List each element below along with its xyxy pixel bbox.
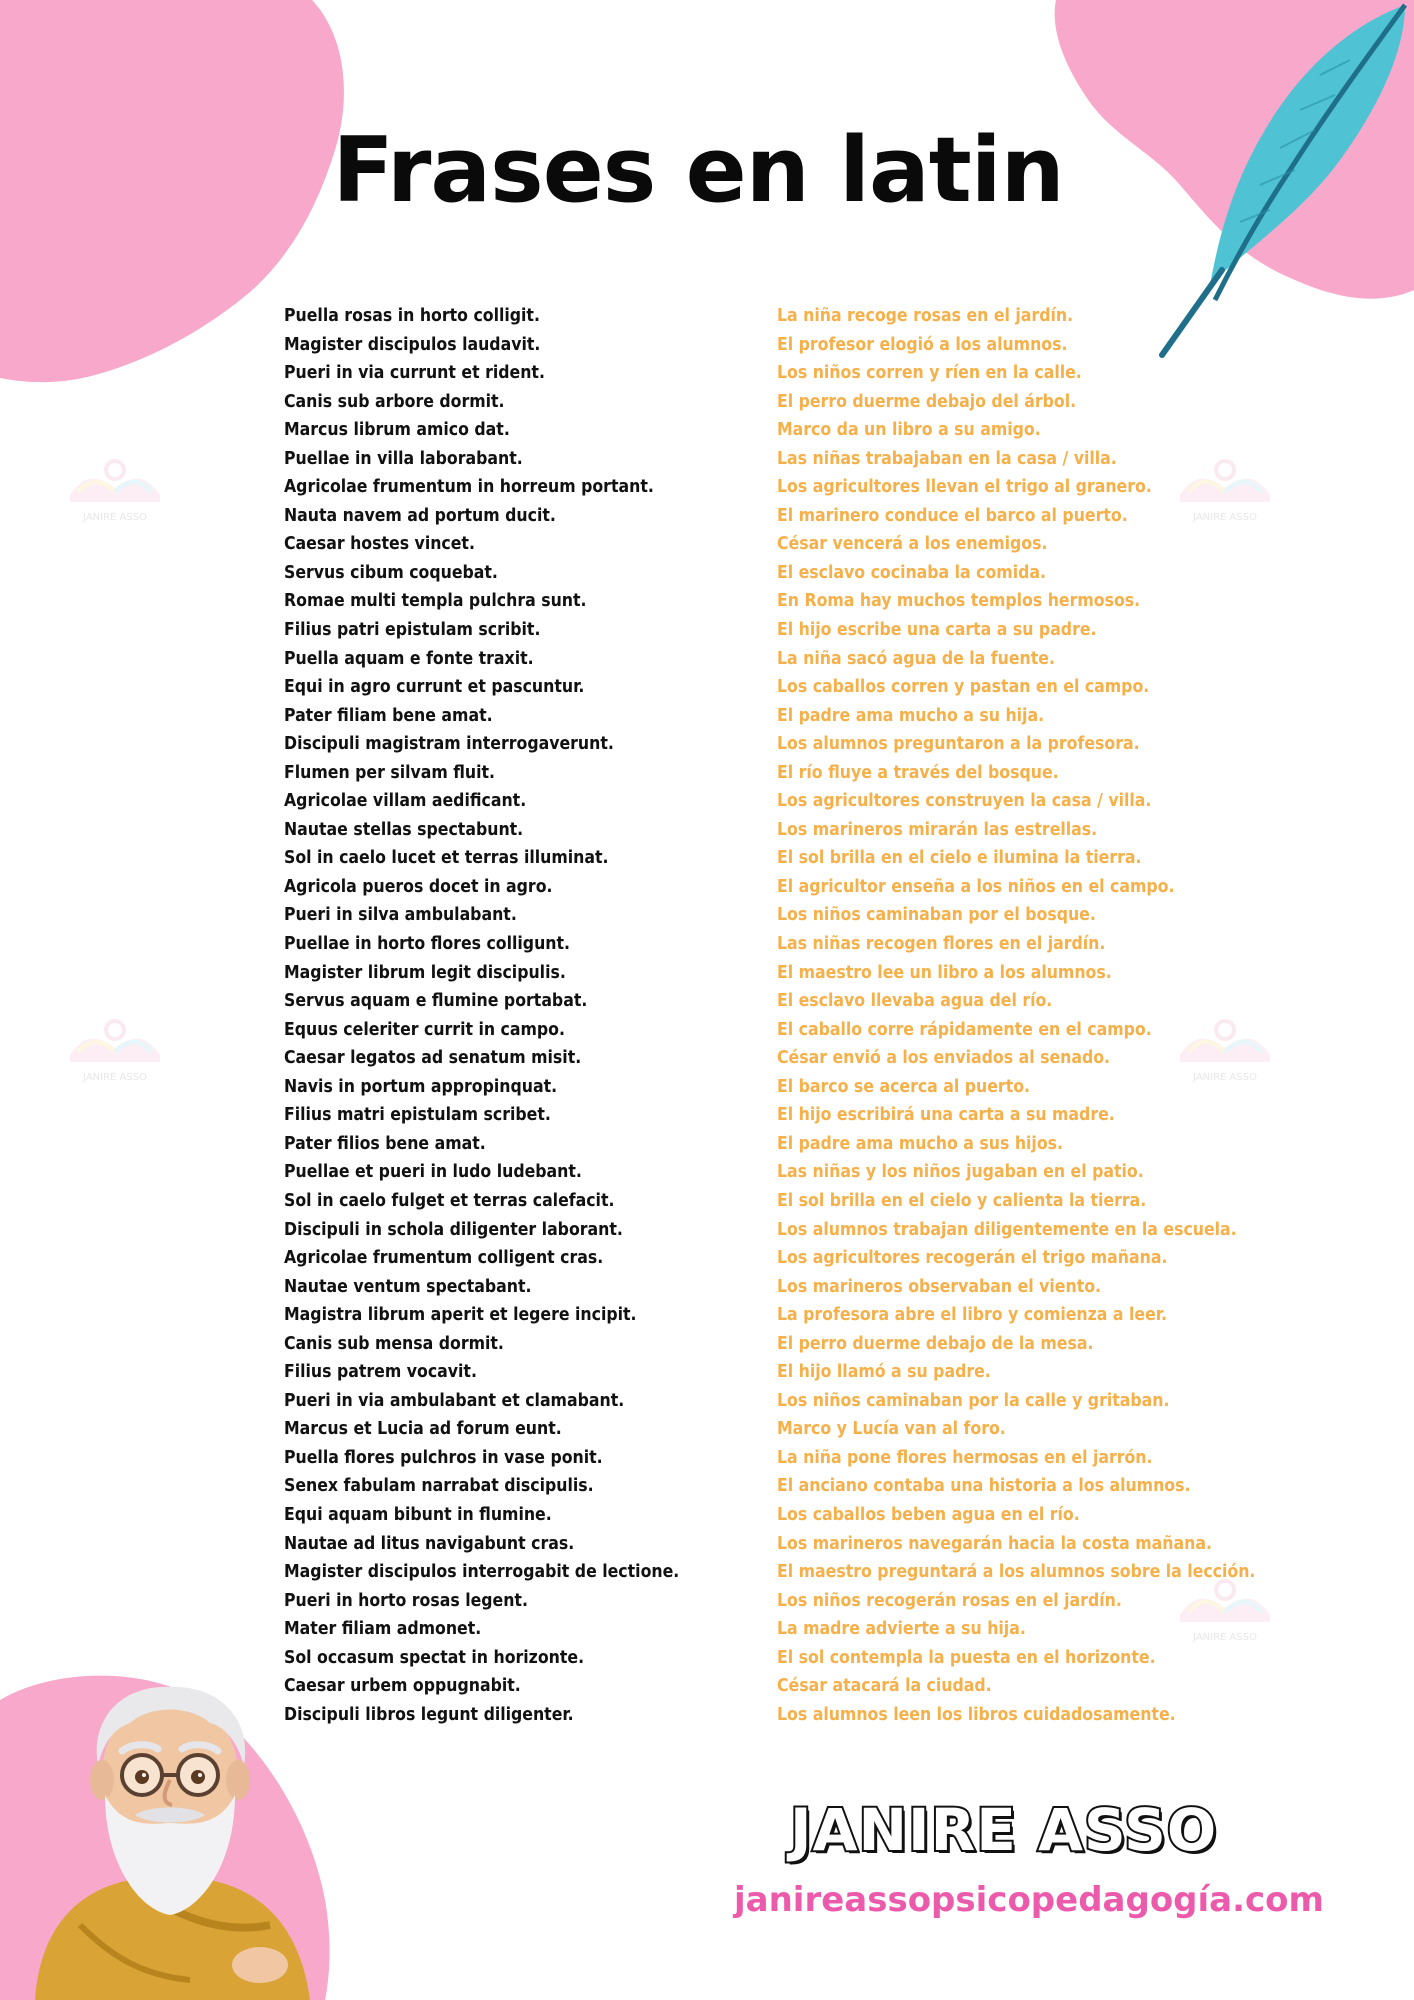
page-title: Frases en latin <box>332 118 1064 223</box>
latin-sentence: Magistra librum aperit et legere incipit. <box>284 1305 637 1326</box>
spanish-translation: En Roma hay muchos templos hermosos. <box>777 591 1141 612</box>
brand-name: JANIRE ASSO <box>790 1796 1218 1864</box>
latin-sentence: Agricolae villam aedificant. <box>284 791 527 812</box>
spanish-translation: Los niños recogerán rosas en el jardín. <box>777 1590 1122 1611</box>
spanish-translation: Los niños caminaban por el bosque. <box>777 905 1096 926</box>
spanish-translation: Los marineros mirarán las estrellas. <box>777 819 1098 840</box>
latin-sentence: Sol in caelo fulget et terras calefacit. <box>284 1190 615 1211</box>
spanish-translation: El maestro lee un libro a los alumnos. <box>777 962 1112 983</box>
latin-sentence: Magister discipulos interrogabit de lectione. <box>284 1562 680 1583</box>
latin-sentence: Servus cibum coquebat. <box>284 562 498 583</box>
spanish-translation: César vencerá a los enemigos. <box>777 534 1048 555</box>
spanish-translation: El sol brilla en el cielo y calienta la tierra. <box>777 1190 1147 1211</box>
latin-sentence: Caesar hostes vincet. <box>284 534 475 555</box>
spanish-translation: Las niñas trabajaban en la casa / villa. <box>777 448 1117 469</box>
latin-sentence: Filius patri epistulam scribit. <box>284 620 541 641</box>
spanish-translation: César atacará la ciudad. <box>777 1676 992 1697</box>
spanish-translation: El hijo llamó a su padre. <box>777 1362 991 1383</box>
spanish-translation: Los marineros navegarán hacia la costa mañana. <box>777 1533 1212 1554</box>
spanish-translation: El sol contempla la puesta en el horizonte. <box>777 1647 1156 1668</box>
spanish-translation: Los agricultores recogerán el trigo mañana. <box>777 1248 1168 1269</box>
spanish-translation: El maestro preguntará a los alumnos sobre la lección. <box>777 1562 1256 1583</box>
latin-sentence: Servus aquam e flumine portabat. <box>284 991 588 1012</box>
latin-sentence: Marcus librum amico dat. <box>284 420 510 441</box>
latin-sentence: Pueri in silva ambulabant. <box>284 905 517 926</box>
latin-sentence: Agricola pueros docet in agro. <box>284 876 553 897</box>
spanish-translation: El río fluye a través del bosque. <box>777 762 1059 783</box>
latin-sentence: Marcus et Lucia ad forum eunt. <box>284 1419 562 1440</box>
watermark-logo <box>60 1000 170 1090</box>
latin-sentence: Puellae in horto flores colligunt. <box>284 934 571 955</box>
latin-sentence: Equus celeriter currit in campo. <box>284 1019 565 1040</box>
spanish-translation: Los caballos corren y pastan en el campo. <box>777 677 1150 698</box>
latin-sentence: Equi in agro currunt et pascuntur. <box>284 677 585 698</box>
spanish-translation: El esclavo cocinaba la comida. <box>777 562 1046 583</box>
spanish-translation: El marinero conduce el barco al puerto. <box>777 505 1128 526</box>
latin-sentence: Pater filiam bene amat. <box>284 705 493 726</box>
spanish-translation: El perro duerme debajo de la mesa. <box>777 1333 1094 1354</box>
spanish-translation: El agricultor enseña a los niños en el campo. <box>777 876 1175 897</box>
latin-sentence: Nauta navem ad portum ducit. <box>284 505 556 526</box>
website-link[interactable]: janireassopsicopedagogía.com <box>734 1880 1324 1920</box>
spanish-translation: Marco y Lucía van al foro. <box>777 1419 1006 1440</box>
latin-sentence: Sol occasum spectat in horizonte. <box>284 1647 585 1668</box>
latin-sentence: Puella rosas in horto colligit. <box>284 306 540 326</box>
latin-sentence: Puella flores pulchros in vase ponit. <box>284 1447 603 1468</box>
spanish-translation: Las niñas recogen flores en el jardín. <box>777 934 1106 955</box>
spanish-translation: La profesora abre el libro y comienza a leer. <box>777 1305 1167 1326</box>
watermark-logo <box>60 440 170 530</box>
spanish-translation: Las niñas y los niños jugaban en el patio. <box>777 1162 1144 1183</box>
svg-text:JANIRE ASSO: JANIRE ASSO <box>1193 1072 1257 1083</box>
spanish-translation: Los niños corren y ríen en la calle. <box>777 363 1082 384</box>
latin-sentence: Filius patrem vocavit. <box>284 1362 477 1383</box>
latin-sentence: Navis in portum appropinquat. <box>284 1076 558 1097</box>
spanish-translation: César envió a los enviados al senado. <box>777 1048 1111 1069</box>
latin-sentence: Pueri in via ambulabant et clamabant. <box>284 1390 625 1411</box>
latin-sentence: Magister librum legit discipulis. <box>284 962 566 983</box>
latin-sentence: Caesar urbem oppugnabit. <box>284 1676 521 1697</box>
latin-sentence: Pueri in via currunt et rident. <box>284 363 545 384</box>
latin-sentence: Discipuli libros legunt diligenter. <box>284 1704 574 1725</box>
spanish-translation: La niña recoge rosas en el jardín. <box>777 306 1074 326</box>
old-philosopher-illustration <box>20 1675 320 2000</box>
spanish-translation-list <box>777 302 1255 1729</box>
latin-sentence: Mater filiam admonet. <box>284 1619 482 1640</box>
latin-sentence: Discipuli in schola diligenter laborant. <box>284 1219 623 1240</box>
latin-sentence: Canis sub arbore dormit. <box>284 391 505 412</box>
spanish-translation: Los caballos beben agua en el río. <box>777 1504 1080 1525</box>
spanish-translation: La madre advierte a su hija. <box>777 1619 1026 1640</box>
spanish-translation: El perro duerme debajo del árbol. <box>777 391 1077 412</box>
latin-sentence: Agricolae frumentum colligent cras. <box>284 1248 604 1269</box>
latin-sentence: Romae multi templa pulchra sunt. <box>284 591 587 612</box>
latin-sentence: Caesar legatos ad senatum misit. <box>284 1048 582 1069</box>
latin-sentence: Filius matri epistulam scribet. <box>284 1105 551 1126</box>
spanish-translation: La niña sacó agua de la fuente. <box>777 648 1055 669</box>
latin-sentence: Sol in caelo lucet et terras illuminat. <box>284 848 609 869</box>
spanish-translation: Los alumnos leen los libros cuidadosamente. <box>777 1704 1176 1725</box>
latin-sentence: Puellae et pueri in ludo ludebant. <box>284 1162 582 1183</box>
spanish-translation: El profesor elogió a los alumnos. <box>777 334 1068 355</box>
latin-sentence: Canis sub mensa dormit. <box>284 1333 504 1354</box>
latin-sentence: Nautae ventum spectabant. <box>284 1276 532 1297</box>
spanish-translation: El padre ama mucho a su hija. <box>777 705 1045 726</box>
latin-sentence: Magister discipulos laudavit. <box>284 334 541 355</box>
spanish-translation: Marco da un libro a su amigo. <box>777 420 1041 441</box>
spanish-translation: Los niños caminaban por la calle y gritaban. <box>777 1390 1170 1411</box>
latin-sentence: Nautae ad litus navigabunt cras. <box>284 1533 575 1554</box>
spanish-translation: El padre ama mucho a sus hijos. <box>777 1133 1063 1154</box>
svg-text:JANIRE ASSO: JANIRE ASSO <box>1193 512 1257 523</box>
latin-sentence: Senex fabulam narrabat discipulis. <box>284 1476 594 1497</box>
spanish-translation: Los agricultores llevan el trigo al granero. <box>777 477 1152 498</box>
latin-sentence: Agricolae frumentum in horreum portant. <box>284 477 654 498</box>
latin-sentence: Nautae stellas spectabunt. <box>284 819 524 840</box>
latin-sentence: Pueri in horto rosas legent. <box>284 1590 528 1611</box>
latin-sentence: Flumen per silvam fluit. <box>284 762 496 783</box>
svg-text:JANIRE ASSO: JANIRE ASSO <box>1193 1632 1257 1643</box>
spanish-translation: El caballo corre rápidamente en el campo. <box>777 1019 1152 1040</box>
latin-sentence: Pater filios bene amat. <box>284 1133 486 1154</box>
spanish-translation: Los alumnos preguntaron a la profesora. <box>777 734 1140 755</box>
latin-sentence-list <box>284 302 679 1729</box>
latin-sentence: Discipuli magistram interrogaverunt. <box>284 734 614 755</box>
svg-text:JANIRE ASSO: JANIRE ASSO <box>83 512 147 523</box>
spanish-translation: El hijo escribe una carta a su padre. <box>777 620 1097 641</box>
spanish-translation: Los alumnos trabajan diligentemente en la escuela. <box>777 1219 1237 1240</box>
latin-sentence: Puella aquam e fonte traxit. <box>284 648 534 669</box>
spanish-translation: Los agricultores construyen la casa / villa. <box>777 791 1152 812</box>
spanish-translation: La niña pone flores hermosas en el jarrón. <box>777 1447 1153 1468</box>
spanish-translation: El esclavo llevaba agua del río. <box>777 991 1053 1012</box>
spanish-translation: Los marineros observaban el viento. <box>777 1276 1102 1297</box>
spanish-translation: El hijo escribirá una carta a su madre. <box>777 1105 1115 1126</box>
latin-sentence: Puellae in villa laborabant. <box>284 448 523 469</box>
spanish-translation: El barco se acerca al puerto. <box>777 1076 1031 1097</box>
spanish-translation: El sol brilla en el cielo e ilumina la tierra. <box>777 848 1142 869</box>
latin-sentence: Equi aquam bibunt in flumine. <box>284 1504 552 1525</box>
spanish-translation: El anciano contaba una historia a los alumnos. <box>777 1476 1191 1497</box>
svg-text:JANIRE ASSO: JANIRE ASSO <box>83 1072 147 1083</box>
